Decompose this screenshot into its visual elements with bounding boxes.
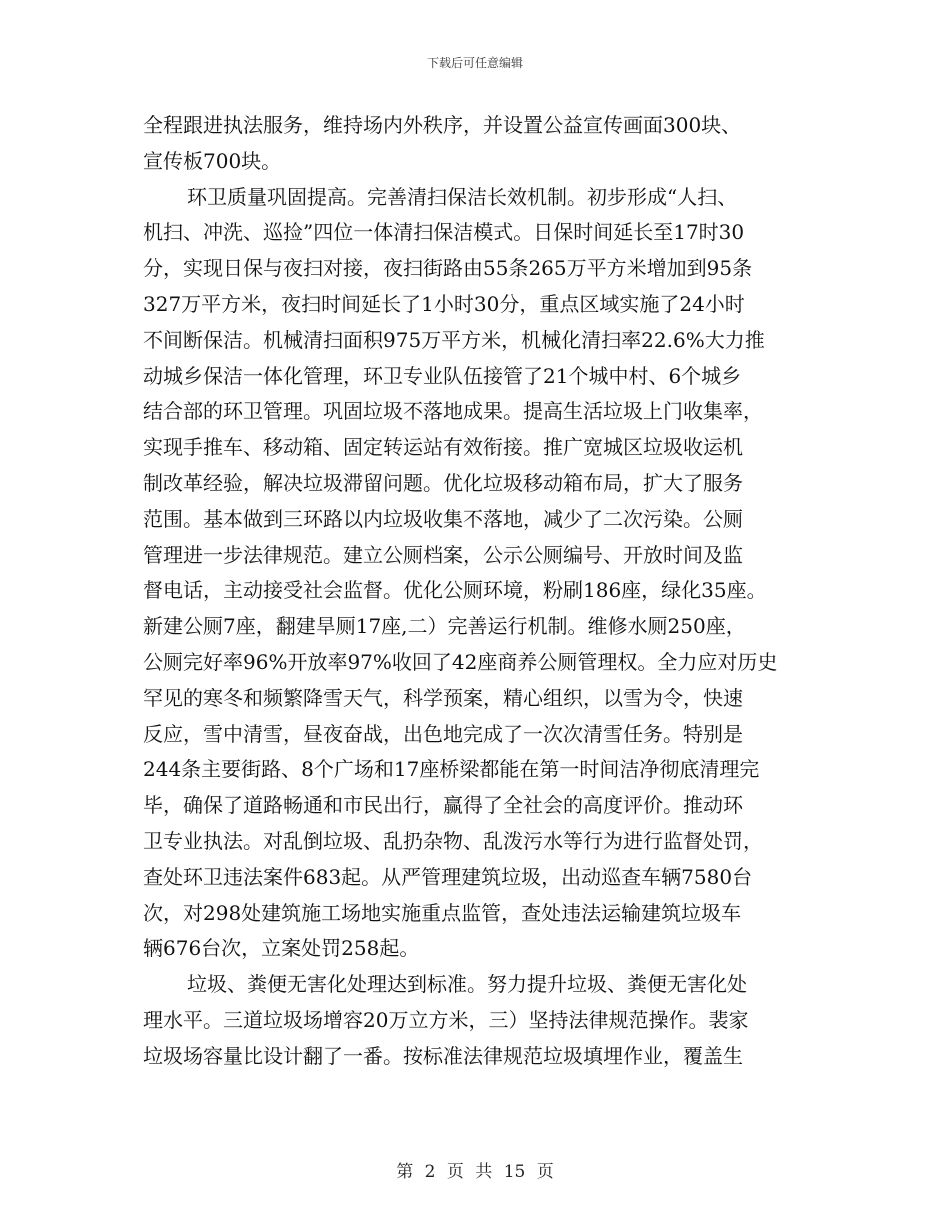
text-line: 垃圾场容量比设计翻了一番。按标准法律规范垃圾填埋作业，覆盖生 — [143, 1043, 743, 1068]
document-body — [143, 108, 811, 1075]
paragraph-1 — [143, 108, 811, 180]
text-line: 不间断保洁。机械清扫面积975万平方米，机械化清扫率22.6%大力推 — [143, 327, 765, 352]
text-line: 理水平。三道垃圾场增容20万立方米，三）坚持法律规范操作。裴家 — [143, 1007, 749, 1032]
text-line: 宣传板700块。 — [143, 148, 282, 173]
text-line: 327万平方米，夜扫时间延长了1小时30分，重点区域实施了24小时 — [143, 291, 745, 316]
page-footer: 第 2 页 共 15 页 — [396, 1162, 554, 1182]
text-line: 机扫、冲洗、巡捡”四位一体清扫保洁模式。日保时间延长至17时30 — [143, 220, 745, 245]
paragraph-2 — [143, 180, 811, 968]
text-line: 结合部的环卫管理。巩固垃圾不落地成果。提高生活垃圾上门收集率， — [143, 399, 763, 424]
text-line: 公厕完好率96%开放率97%收回了42座商养公厕管理权。全力应对历史 — [143, 649, 778, 674]
text-line: 反应，雪中清雪，昼夜奋战，出色地完成了一次次清雪任务。特别是 — [143, 721, 743, 746]
text-line: 垃圾、粪便无害化处理达到标准。努力提升垃圾、粪便无害化处 — [187, 972, 747, 997]
text-line: 分，实现日保与夜扫对接，夜扫街路由55条265万平方米增加到95条 — [143, 256, 753, 281]
text-line: 查处环卫违法案件683起。从严管理建筑垃圾，出动巡查车辆7580台 — [143, 864, 753, 889]
text-line: 实现手推车、移动箱、固定转运站有效衔接。推广宽城区垃圾收运机 — [143, 435, 743, 460]
page-header: 下载后可任意编辑 — [426, 56, 523, 70]
text-line: 范围。基本做到三环路以内垃圾收集不落地，减少了二次污染。公厕 — [143, 506, 743, 531]
text-line: 督电话，主动接受社会监督。优化公厕环境，粉刷186座，绿化35座。 — [143, 578, 767, 603]
text-line: 次，对298处建筑施工场地实施重点监管，查处违法运输建筑垃圾车 — [143, 900, 742, 925]
text-line: 辆676台次，立案处罚258起。 — [143, 936, 420, 961]
text-line: 卫专业执法。对乱倒垃圾、乱扔杂物、乱泼污水等行为进行监督处罚， — [143, 828, 763, 853]
text-line: 新建公厕7座，翻建旱厕17座,二）完善运行机制。维修水厕250座， — [143, 614, 746, 639]
text-line: 管理进一步法律规范。建立公厕档案，公示公厕编号、开放时间及监 — [143, 542, 743, 567]
text-line: 244条主要街路、8个广场和17座桥梁都能在第一时间洁净彻底清理完 — [143, 757, 760, 782]
text-line: 毕，确保了道路畅通和市民出行，赢得了全社会的高度评价。推动环 — [143, 793, 743, 818]
text-line: 全程跟进执法服务，维持场内外秩序，并设置公益宣传画面300块、 — [143, 113, 742, 137]
text-line: 动城乡保洁一体化管理，环卫专业队伍接管了21个城中村、6个城乡 — [143, 363, 742, 388]
text-line: 环卫质量巩固提高。完善清扫保洁长效机制。初步形成“人扫、 — [187, 184, 738, 209]
paragraph-3 — [143, 967, 811, 1074]
text-line: 制改革经验，解决垃圾滞留问题。优化垃圾移动箱布局，扩大了服务 — [143, 470, 743, 495]
text-line: 罕见的寒冬和频繁降雪天气，科学预案，精心组织，以雪为令，快速 — [143, 685, 743, 710]
